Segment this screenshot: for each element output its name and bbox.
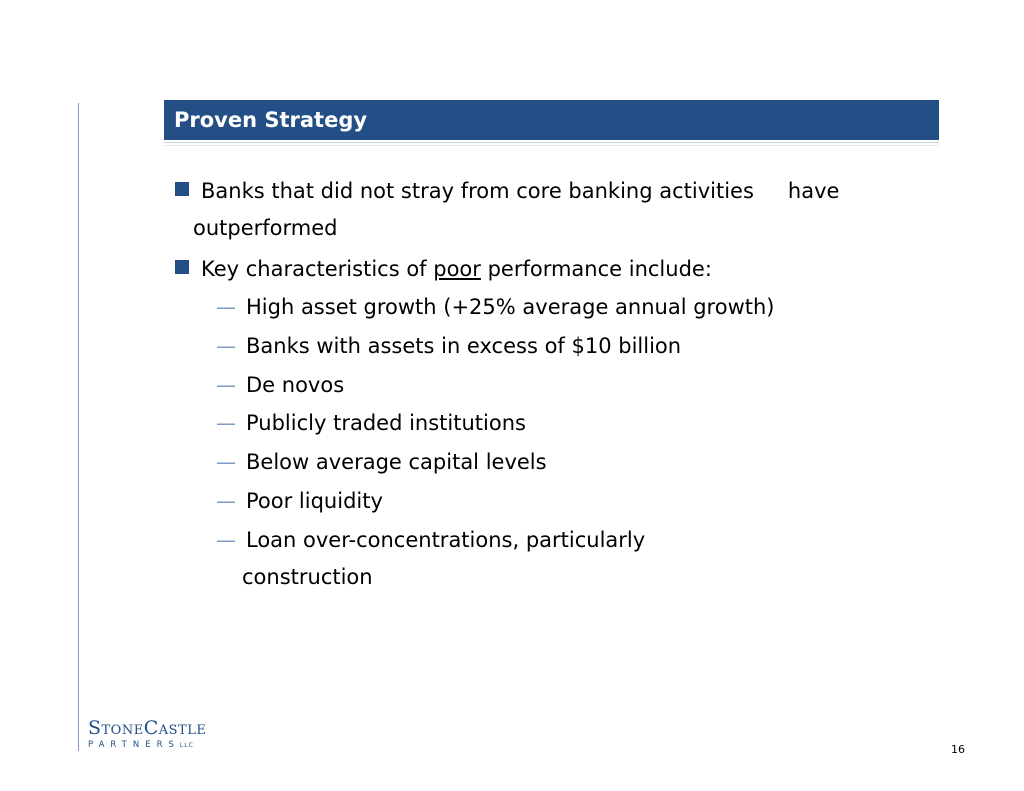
sub-bullet-item bbox=[174, 443, 914, 482]
logo-partners: PARTNERS bbox=[88, 740, 180, 750]
dash-marker-icon: — bbox=[216, 450, 236, 475]
sub-bullet-text: Banks with assets in excess of $10 billion bbox=[246, 333, 682, 358]
dash-marker-icon: — bbox=[216, 411, 236, 436]
sub-bullet-item bbox=[174, 482, 914, 521]
bullet-text-end: performance include: bbox=[480, 257, 712, 281]
sub-bullet-list bbox=[174, 288, 914, 594]
sub-bullet-text: Poor liquidity bbox=[246, 488, 383, 513]
sub-bullet-item bbox=[174, 288, 914, 327]
bullet-item bbox=[174, 250, 914, 288]
bullet-text-end: have bbox=[787, 179, 840, 203]
dash-marker-icon: — bbox=[216, 333, 236, 358]
dash-marker-icon: — bbox=[216, 372, 236, 397]
sub-bullet-text: Publicly traded institutions bbox=[246, 411, 526, 436]
sub-bullet-text: Loan over-concentrations, particularly bbox=[246, 527, 646, 552]
sub-bullet-text: De novos bbox=[246, 372, 345, 397]
sub-bullet-continuation: construction bbox=[242, 564, 373, 589]
bullet-continuation: outperformed bbox=[193, 216, 338, 240]
title-bar bbox=[164, 100, 939, 140]
bullet-line bbox=[201, 172, 914, 210]
sub-bullet-item bbox=[174, 327, 914, 366]
sub-bullet-item bbox=[174, 404, 914, 443]
page-number: 16 bbox=[951, 743, 965, 756]
underlined-word: poor bbox=[433, 257, 481, 281]
slide-title: Proven Strategy bbox=[174, 108, 368, 132]
dash-marker-icon: — bbox=[216, 527, 236, 552]
dash-marker-icon: — bbox=[216, 488, 236, 513]
dash-marker-icon: — bbox=[216, 295, 236, 319]
square-bullet-icon bbox=[175, 182, 189, 196]
left-vertical-rule bbox=[78, 103, 79, 751]
bullet-item bbox=[174, 172, 914, 246]
slide-content bbox=[174, 172, 914, 594]
sub-bullet-text: Below average capital levels bbox=[246, 450, 547, 475]
sub-bullet-item bbox=[174, 366, 914, 405]
bullet-text: Banks that did not stray from core banking activities bbox=[201, 179, 754, 203]
title-underline bbox=[164, 142, 939, 146]
logo-name: StoneCastle bbox=[88, 717, 207, 739]
bullet-text: Key characteristics of bbox=[201, 257, 434, 281]
sub-bullet-text: High asset growth (+25% average annual growth) bbox=[246, 295, 775, 319]
company-logo bbox=[88, 718, 218, 754]
square-bullet-icon bbox=[175, 260, 189, 274]
logo-suffix: LLC bbox=[179, 742, 194, 749]
sub-bullet-item bbox=[174, 521, 914, 594]
logo-subtitle bbox=[88, 738, 218, 753]
